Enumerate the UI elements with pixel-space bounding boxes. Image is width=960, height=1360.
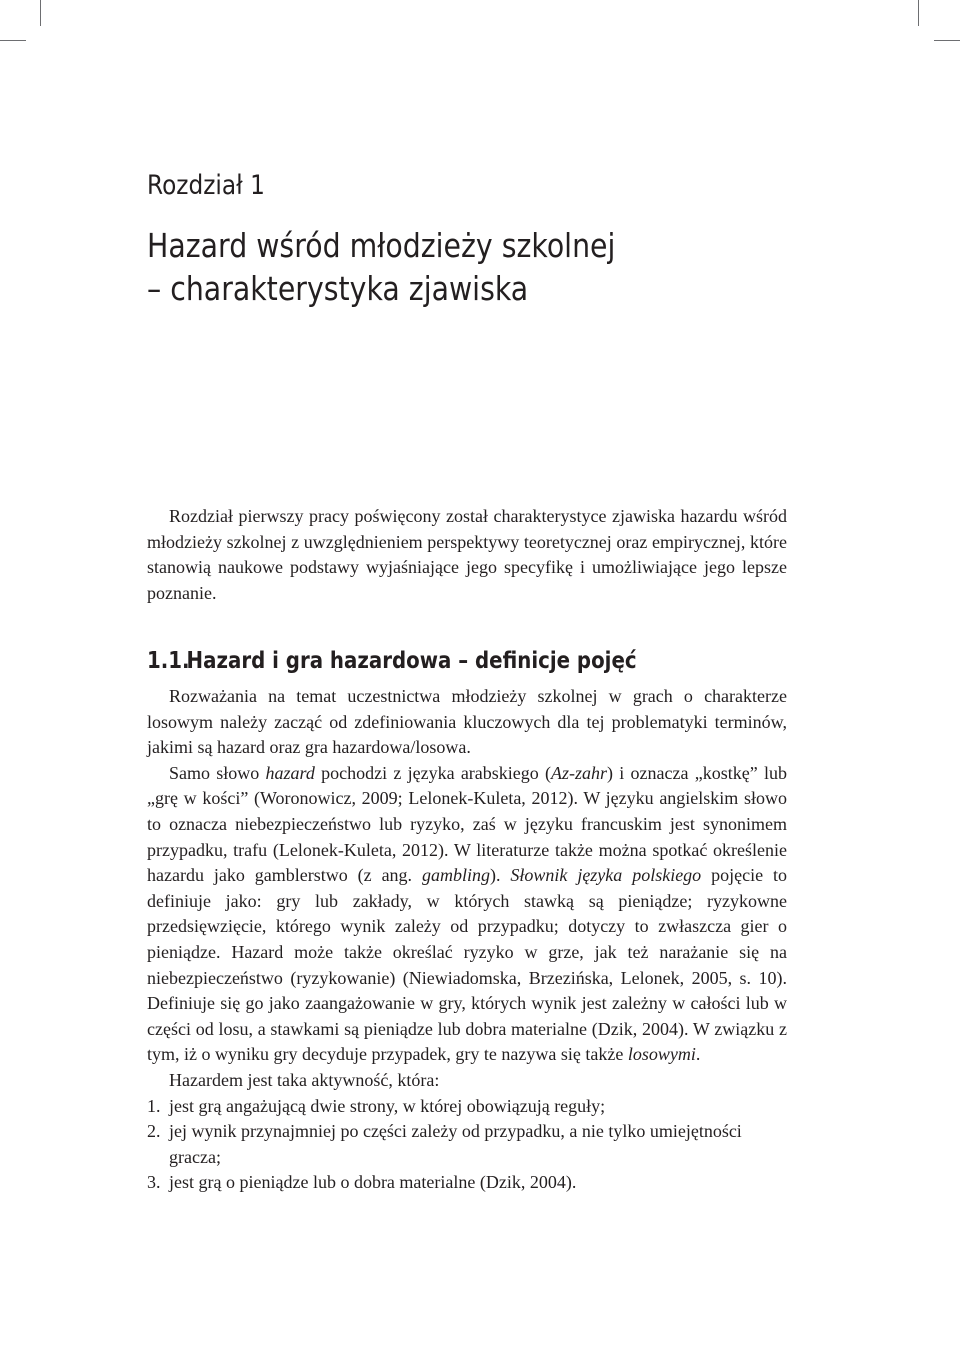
list-item <box>147 1119 787 1170</box>
list-item-number: 2. <box>147 1121 161 1142</box>
list-item-number: 1. <box>147 1095 161 1116</box>
p2-text-4: ). <box>489 865 511 886</box>
p2-italic-hazard: hazard <box>265 762 315 783</box>
intro-paragraph: Rozdział pierwszy pracy poświęcony został charakterystyce zjawiska hazardu wśród młodzieży szkolnej z uwzględnieniem perspektywy teoretycznej oraz empirycznej, które stanowią naukowe podstawy wyjaśniające jego specyfikę i umożliwiające jego lepsze poznanie. <box>147 506 787 603</box>
list-item-text: jest grą o pieniądze lub o dobra materialne (Dzik, 2004). <box>169 1172 577 1193</box>
section-paragraph-2 <box>147 761 787 1068</box>
definition-list <box>147 1094 787 1196</box>
p2-italic-az-zahr: Az-zahr <box>551 762 608 783</box>
section-number: 1.1. <box>147 648 190 674</box>
list-item-text: jest grą angażującą dwie strony, w której obowiązują reguły; <box>169 1095 606 1116</box>
section-paragraph-3: Hazardem jest taka aktywność, która: <box>169 1069 440 1090</box>
p2-text-1: Samo słowo <box>169 762 266 783</box>
crop-mark-top-left <box>40 0 41 26</box>
intro-paragraph-block <box>147 504 787 606</box>
chapter-title-line-1: Hazard wśród młodzieży szkolnej <box>147 226 616 265</box>
section-title: Hazard i gra hazardowa – definicje pojęć <box>186 648 637 674</box>
p2-text-2: pochodzi z języka arabskiego ( <box>314 762 552 783</box>
chapter-title <box>147 224 801 310</box>
list-item <box>147 1094 787 1120</box>
crop-mark-top-right <box>918 0 919 26</box>
p2-italic-losowymi: losowymi <box>627 1044 696 1065</box>
section-body <box>147 684 787 1196</box>
p2-text-5: pojęcie to definiuje jako: gry lub zakłady, w których stawką są pieniądze; ryzykowne przedsięwzięcie, którego wynik zależy od przypadku; dotyczy to zwłaszcza gier o pieniądze. Hazard może także określać ryzyko w grze, jak też narażanie się na niebezpieczeństwo (ryzykowanie) (Niewiadomska, Brzezińska, Lelonek, 2005, s. 10). Definiuje się go jako zaangażowanie w gry, których wynik jest zależny w całości lub w części od losu, a stawkami są pieniądze lub dobra materialne (Dzik, 2004). W związku z tym, iż o wyniku gry decyduje przypadek, gry te nazywa się także <box>147 865 787 1065</box>
p2-text-3: ) i oznacza „kostkę” lub „grę w kości” (Woronowicz, 2009; Lelonek-Kuleta, 2012). W języku angielskim słowo to oznacza niebezpieczeństwo lub ryzyko, zaś w języku francuskim jest synonimem przypadku, trafu (Lelonek-Kuleta, 2012). W literaturze także można spotkać określenie hazardu jako gamblerstwo (z ang. <box>147 762 787 886</box>
section-heading <box>147 646 697 676</box>
p2-italic-gambling: gambling <box>421 865 490 886</box>
crop-mark-top-right-h <box>934 40 960 41</box>
list-item <box>147 1170 787 1196</box>
section-paragraph-1: Rozważania na temat uczestnictwa młodzieży szkolnej w grach o charakterze losowym należy zacząć od zdefiniowania kluczowych dla tej problematyki terminów, jakimi są hazard oraz gra hazardowa/losowa. <box>147 686 787 758</box>
chapter-label: Rozdział 1 <box>147 170 265 201</box>
chapter-title-line-2: – charakterystyka zjawiska <box>147 269 529 308</box>
p2-italic-slownik: Słownik języka polskiego <box>510 865 702 886</box>
crop-mark-top-left-h <box>0 40 26 41</box>
list-item-number: 3. <box>147 1172 161 1193</box>
p2-text-6: . <box>695 1044 701 1065</box>
list-item-text: jej wynik przynajmniej po części zależy od przypadku, a nie tylko umiejętności gracza; <box>169 1121 742 1167</box>
